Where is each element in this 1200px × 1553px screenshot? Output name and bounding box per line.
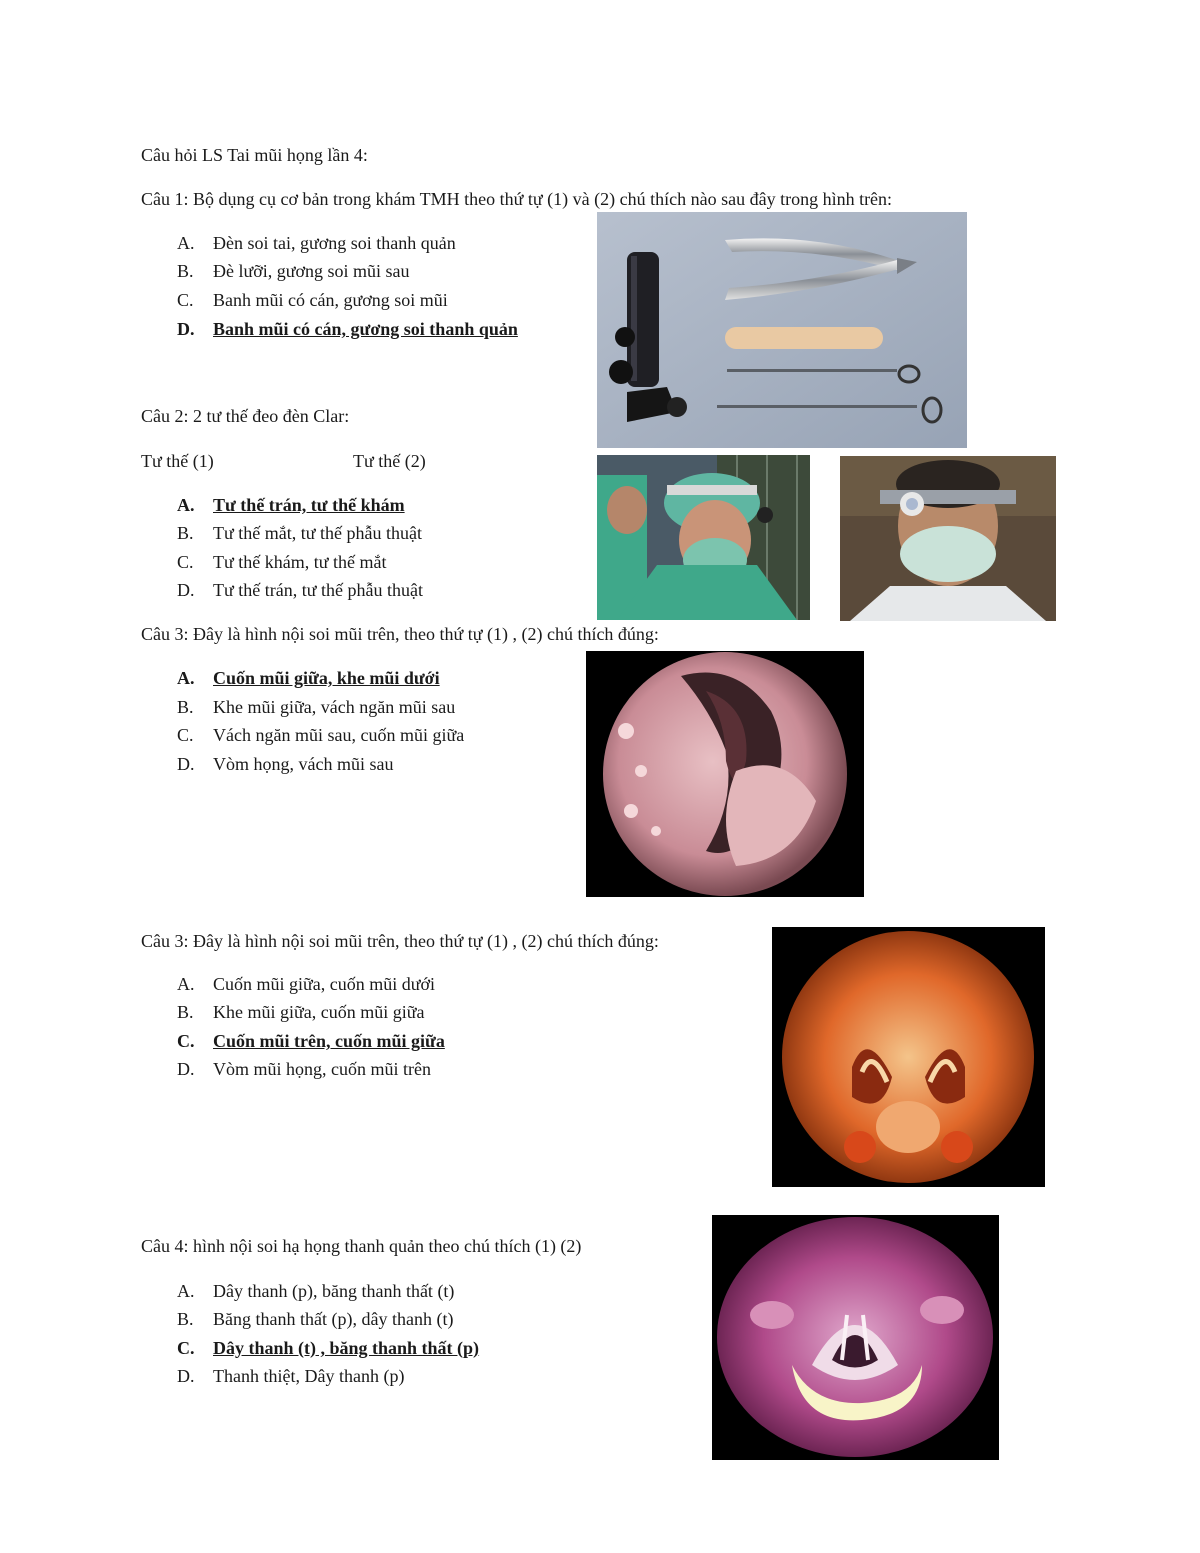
- question-3-option-b: B. Khe mũi giữa, vách ngăn mũi sau: [177, 697, 456, 717]
- page-title: Câu hỏi LS Tai mũi họng lần 4:: [141, 145, 368, 165]
- headlamp-position-1-photo: [597, 455, 810, 620]
- larynx-endoscopy-photo: [712, 1215, 999, 1460]
- question-3b-option-b: B. Khe mũi giữa, cuốn mũi giữa: [177, 1002, 425, 1022]
- position-1-label: Tư thế (1): [141, 451, 214, 471]
- question-2-prompt: Câu 2: 2 tư thế đeo đèn Clar:: [141, 406, 350, 426]
- question-4-prompt: Câu 4: hình nội soi hạ họng thanh quản theo chú thích (1) (2): [141, 1236, 582, 1256]
- question-2-option-c: C. Tư thế khám, tư thế mắt: [177, 552, 387, 572]
- question-2-option-b: B. Tư thế mắt, tư thế phẫu thuật: [177, 523, 422, 543]
- question-3-option-c: C. Vách ngăn mũi sau, cuốn mũi giữa: [177, 725, 465, 745]
- question-3-option-d: D. Vòm họng, vách mũi sau: [177, 754, 394, 774]
- question-3-option-a: A. Cuốn mũi giữa, khe mũi dưới: [177, 668, 440, 688]
- question-2-option-d: D. Tư thế trán, tư thế phẫu thuật: [177, 580, 423, 600]
- question-3b-option-a: A. Cuốn mũi giữa, cuốn mũi dưới: [177, 974, 436, 994]
- question-4-option-b: B. Băng thanh thất (p), dây thanh (t): [177, 1309, 454, 1329]
- question-3b-option-c: C. Cuốn mũi trên, cuốn mũi giữa: [177, 1031, 445, 1051]
- nasal-endoscopy-photo-2: [772, 927, 1045, 1187]
- question-1-option-d: D. Banh mũi có cán, gương soi thanh quản: [177, 319, 518, 339]
- position-2-label: Tư thế (2): [353, 451, 426, 471]
- question-3-prompt: Câu 3: Đây là hình nội soi mũi trên, theo thứ tự (1) , (2) chú thích đúng:: [141, 624, 659, 644]
- question-3b-option-d: D. Vòm mũi họng, cuốn mũi trên: [177, 1059, 431, 1079]
- question-2-option-a: A. Tư thế trán, tư thế khám: [177, 495, 405, 515]
- nasal-endoscopy-photo-1: [586, 651, 864, 897]
- headlamp-position-2-photo: [840, 456, 1056, 621]
- question-1-option-b: B. Đè lưỡi, gương soi mũi sau: [177, 261, 410, 281]
- instruments-photo: [597, 212, 967, 448]
- question-4-option-d: D. Thanh thiệt, Dây thanh (p): [177, 1366, 405, 1386]
- question-3b-prompt: Câu 3: Đây là hình nội soi mũi trên, theo thứ tự (1) , (2) chú thích đúng:: [141, 931, 659, 951]
- question-4-option-a: A. Dây thanh (p), băng thanh thất (t): [177, 1281, 455, 1301]
- question-1-prompt: Câu 1: Bộ dụng cụ cơ bản trong khám TMH theo thứ tự (1) và (2) chú thích nào sau đây trong hình trên:: [141, 189, 893, 209]
- question-1-option-a: A. Đèn soi tai, gương soi thanh quản: [177, 233, 456, 253]
- question-1-option-c: C. Banh mũi có cán, gương soi mũi: [177, 290, 448, 310]
- question-4-option-c: C. Dây thanh (t) , băng thanh thất (p): [177, 1338, 480, 1358]
